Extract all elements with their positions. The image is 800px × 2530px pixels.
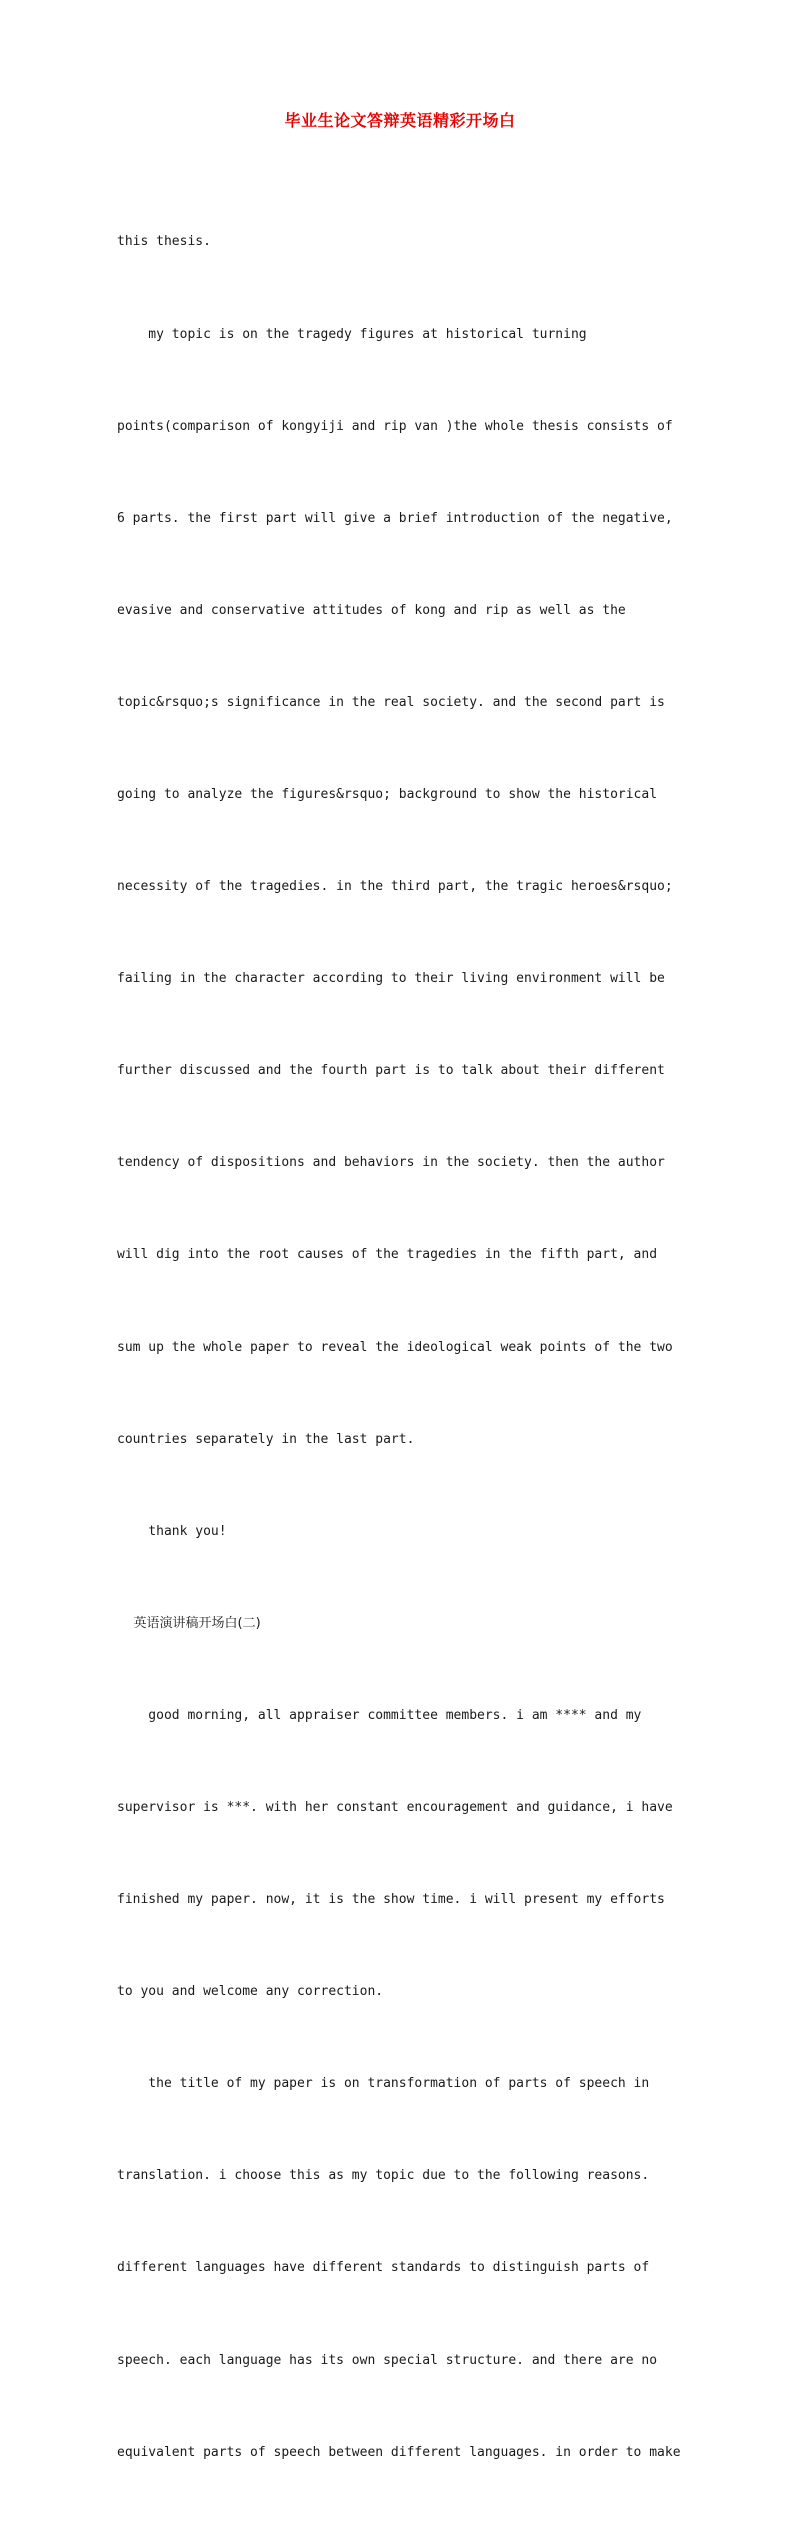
body-line: topic&rsquo;s significance in the real society. and the second part is [117, 694, 665, 710]
body-line: points(comparison of kongyiji and rip van )the whole thesis consists of [117, 418, 673, 434]
body-line: will dig into the root causes of the tragedies in the fifth part, and [117, 1247, 658, 1263]
document-title: 毕业生论文答辩英语精彩开场白 [284, 111, 516, 130]
body-line: 6 parts. the first part will give a brief introduction of the negative, [117, 510, 673, 526]
body-line: tendency of dispositions and behaviors in the society. then the author [117, 1155, 665, 1171]
body-line: speech. each language has its own special structure. and there are no [117, 2352, 658, 2368]
body-line: further discussed and the fourth part is to talk about their different [117, 1063, 665, 1079]
section-heading: 英语演讲稿开场白(二) [117, 1615, 261, 1631]
document-body [117, 166, 687, 2530]
body-line: evasive and conservative attitudes of kong and rip as well as the [117, 602, 626, 618]
body-line: failing in the character according to their living environment will be [117, 971, 665, 987]
body-line: the title of my paper is on transformation of parts of speech in [117, 2076, 650, 2092]
body-line: good morning, all appraiser committee members. i am **** and my [117, 1707, 642, 1723]
body-line: thank you! [117, 1523, 227, 1539]
body-line: translation. i choose this as my topic due to the following reasons. [117, 2168, 650, 2184]
body-line: my topic is on the tragedy figures at historical turning [117, 326, 587, 342]
body-line: finished my paper. now, it is the show time. i will present my efforts [117, 1892, 665, 1908]
body-line: necessity of the tragedies. in the third part, the tragic heroes&rsquo; [117, 879, 673, 895]
body-line: equivalent parts of speech between different languages. in order to make [117, 2444, 681, 2460]
body-line: to you and welcome any correction. [117, 1984, 384, 2000]
body-line: countries separately in the last part. [117, 1431, 415, 1447]
body-line: supervisor is ***. with her constant encouragement and guidance, i have [117, 1800, 673, 1815]
body-line: going to analyze the figures&rsquo; background to show the historical [117, 786, 658, 802]
body-line: this thesis. [117, 234, 211, 250]
body-line: sum up the whole paper to reveal the ideological weak points of the two [117, 1339, 673, 1355]
body-line: different languages have different standards to distinguish parts of [117, 2260, 650, 2276]
